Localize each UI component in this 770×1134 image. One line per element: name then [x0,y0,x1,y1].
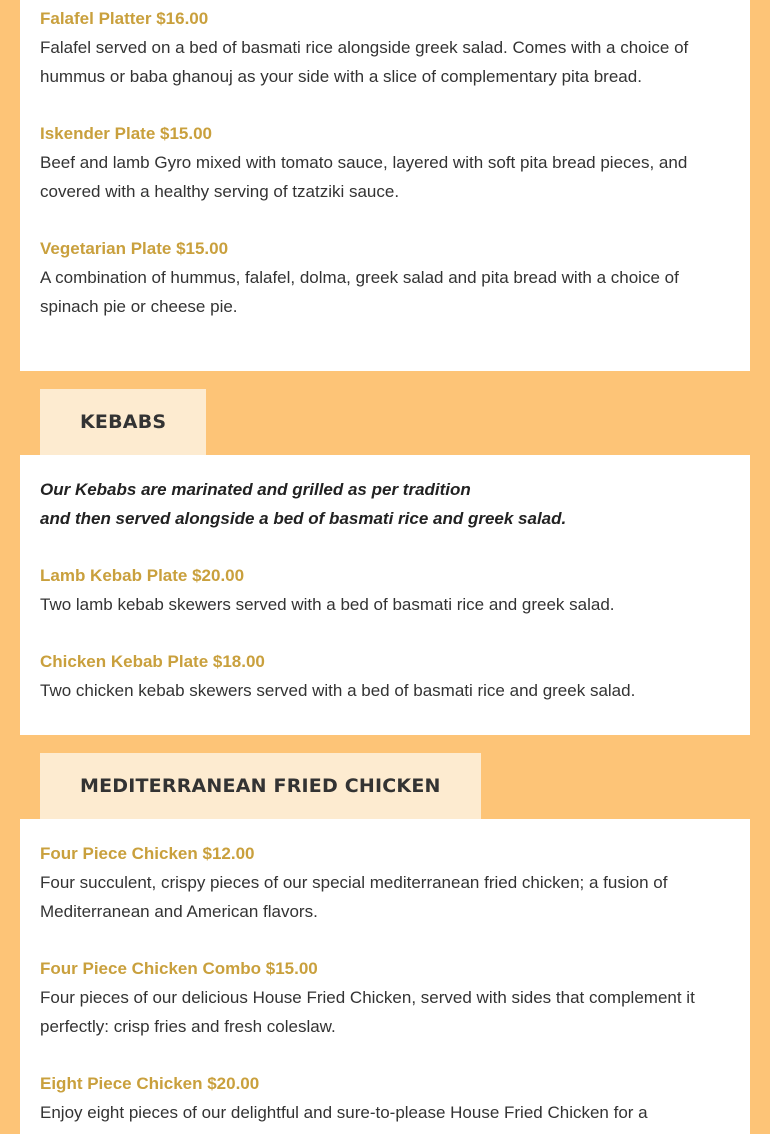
menu-item-four-piece-chicken [40,839,730,926]
menu-item-title: Eight Piece Chicken $20.00 [40,1074,260,1093]
menu-item-eight-piece-chicken [40,1069,730,1127]
menu-item-title: Vegetarian Plate $15.00 [40,239,229,258]
section-intro-line: and then served alongside a bed of basmati rice and greek salad. [40,509,567,528]
menu-item-description: Two lamb kebab skewers served with a bed of basmati rice and greek salad. [40,595,615,614]
menu-item-description: Falafel served on a bed of basmati rice alongside greek salad. Comes with a choice of hummus or baba ghanouj as your side with a slice of complementary pita bread. [40,38,689,86]
menu-item-falafel-platter [40,4,730,91]
menu-item-description: A combination of hummus, falafel, dolma, greek salad and pita bread with a choice of spinach pie or cheese pie. [40,268,679,316]
section-tab-kebabs [40,389,206,455]
fried-chicken-card [20,819,750,1134]
menu-item-description: Enjoy eight pieces of our delightful and sure-to-please House Fried Chicken for a [40,1103,648,1122]
section-intro-line: Our Kebabs are marinated and grilled as per tradition [40,480,471,499]
menu-item-title: Four Piece Chicken Combo $15.00 [40,959,318,978]
platters-card [20,0,750,371]
menu-item-title: Lamb Kebab Plate $20.00 [40,566,245,585]
menu-item-vegetarian-plate [40,234,730,321]
menu-item-four-piece-chicken-combo [40,954,730,1041]
menu-item-description: Four pieces of our delicious House Fried Chicken, served with sides that complement it perfectly: crisp fries and fresh coleslaw. [40,988,695,1036]
kebabs-card [20,455,750,735]
menu-item-iskender-plate [40,119,730,206]
section-tab-fried-chicken [40,753,481,819]
menu-item-description: Beef and lamb Gyro mixed with tomato sauce, layered with soft pita bread pieces, and covered with a healthy serving of tzatziki sauce. [40,153,688,201]
section-heading: KEBABS [80,411,167,433]
menu-item-title: Falafel Platter $16.00 [40,9,209,28]
menu-item-title: Four Piece Chicken $12.00 [40,844,255,863]
menu-item-title: Chicken Kebab Plate $18.00 [40,652,265,671]
menu-item-lamb-kebab [40,561,730,619]
menu-item-description: Four succulent, crispy pieces of our special mediterranean fried chicken; a fusion of Mediterranean and American flavors. [40,873,668,921]
menu-item-description: Two chicken kebab skewers served with a bed of basmati rice and greek salad. [40,681,636,700]
menu-item-chicken-kebab [40,647,730,705]
menu-item-title: Iskender Plate $15.00 [40,124,213,143]
section-heading: MEDITERRANEAN FRIED CHICKEN [80,775,441,797]
